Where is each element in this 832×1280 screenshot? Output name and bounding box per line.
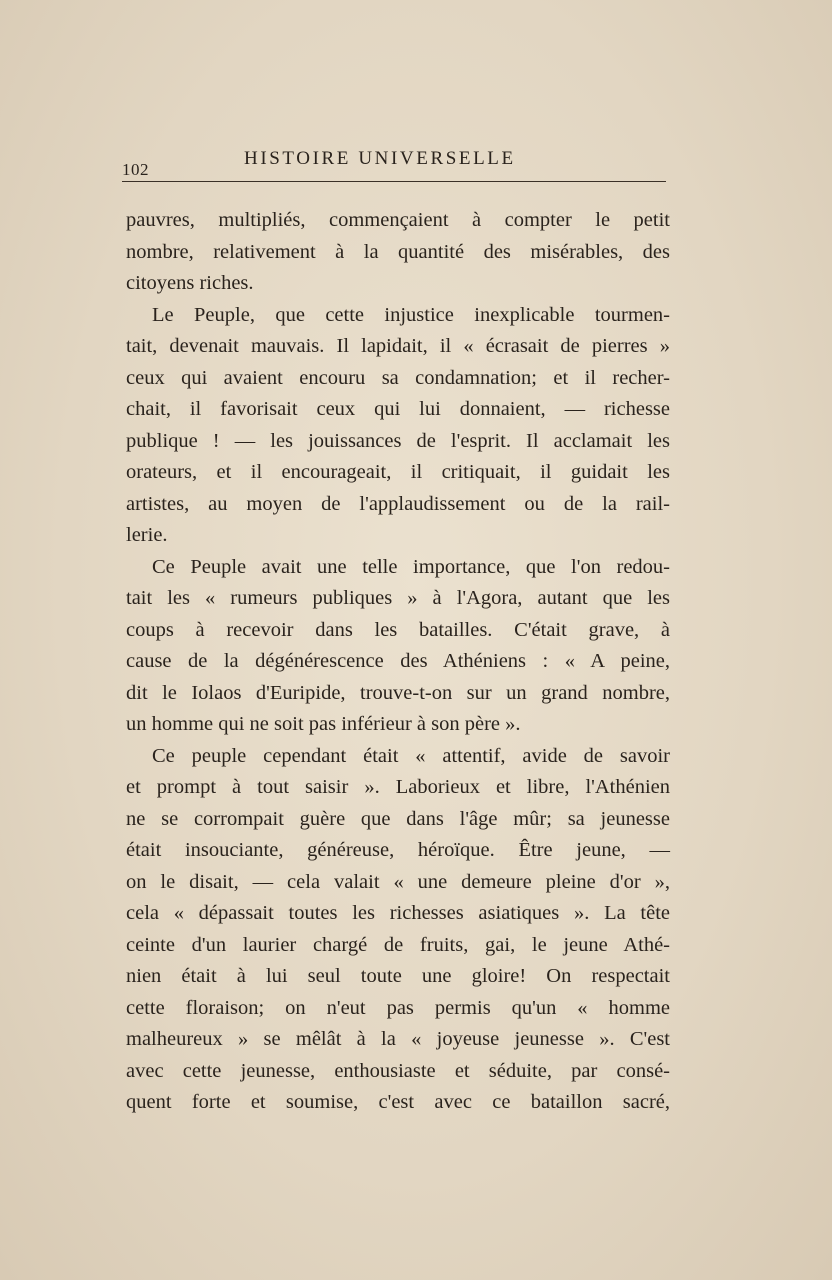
- text-line: était insouciante, généreuse, héroïque. Être jeune, —: [126, 839, 670, 861]
- text-line: cela « dépassait toutes les richesses asiatiques ». La tête: [126, 902, 670, 924]
- text-line: citoyens riches.: [126, 272, 254, 294]
- text-line: lerie.: [126, 524, 168, 546]
- text-line: un homme qui ne soit pas inférieur à son père ».: [126, 713, 521, 735]
- text-line: artistes, au moyen de l'applaudissement ou de la rail-: [126, 492, 670, 515]
- text-line: ceinte d'un laurier chargé de fruits, gai, le jeune Athé-: [126, 933, 670, 956]
- text-line: ne se corrompait guère que dans l'âge mûr; sa jeunesse: [126, 807, 670, 830]
- text-line: tait, devenait mauvais. Il lapidait, il « écrasait de pierres »: [126, 335, 670, 357]
- text-line: cette floraison; on n'eut pas permis qu'un « homme: [126, 996, 670, 1019]
- text-line: orateurs, et il encourageait, il critiquait, il guidait les: [126, 461, 670, 483]
- text-line: et prompt à tout saisir ». Laborieux et libre, l'Athénien: [126, 776, 670, 798]
- running-title: HISTOIRE UNIVERSELLE: [244, 148, 516, 169]
- text-line: nombre, relativement à la quantité des misérables, des: [126, 240, 670, 263]
- text-line: chait, il favorisait ceux qui lui donnaient, — richesse: [126, 398, 670, 420]
- page-number: 102: [122, 160, 149, 179]
- text-line: Ce peuple cependant était « attentif, avide de savoir: [152, 744, 670, 767]
- text-line: coups à recevoir dans les batailles. C'était grave, à: [126, 618, 670, 641]
- text-line: dit le Iolaos d'Euripide, trouve-t-on sur un grand nombre,: [126, 681, 670, 704]
- text-line: quent forte et soumise, c'est avec ce bataillon sacré,: [126, 1091, 670, 1113]
- header-rule: [122, 181, 666, 182]
- text-line: ceux qui avaient encouru sa condamnation; et il recher-: [126, 366, 670, 389]
- page-header: [122, 148, 666, 180]
- text-line: Le Peuple, que cette injustice inexplicable tourmen-: [152, 303, 670, 326]
- text-line: pauvres, multipliés, commençaient à compter le petit: [126, 209, 670, 231]
- text-line: malheureux » se mêlât à la « joyeuse jeunesse ». C'est: [126, 1028, 670, 1050]
- text-line: publique ! — les jouissances de l'esprit. Il acclamait les: [126, 429, 670, 452]
- text-line: avec cette jeunesse, enthousiaste et séduite, par consé-: [126, 1059, 670, 1082]
- text-line: nien était à lui seul toute une gloire! On respectait: [126, 965, 670, 987]
- text-line: Ce Peuple avait une telle importance, que l'on redou-: [152, 555, 670, 578]
- text-line: on le disait, — cela valait « une demeure pleine d'or »,: [126, 870, 670, 893]
- body-text: [126, 205, 670, 1119]
- text-line: tait les « rumeurs publiques » à l'Agora, autant que les: [126, 587, 670, 609]
- text-line: cause de la dégénérescence des Athéniens : « A peine,: [126, 650, 670, 672]
